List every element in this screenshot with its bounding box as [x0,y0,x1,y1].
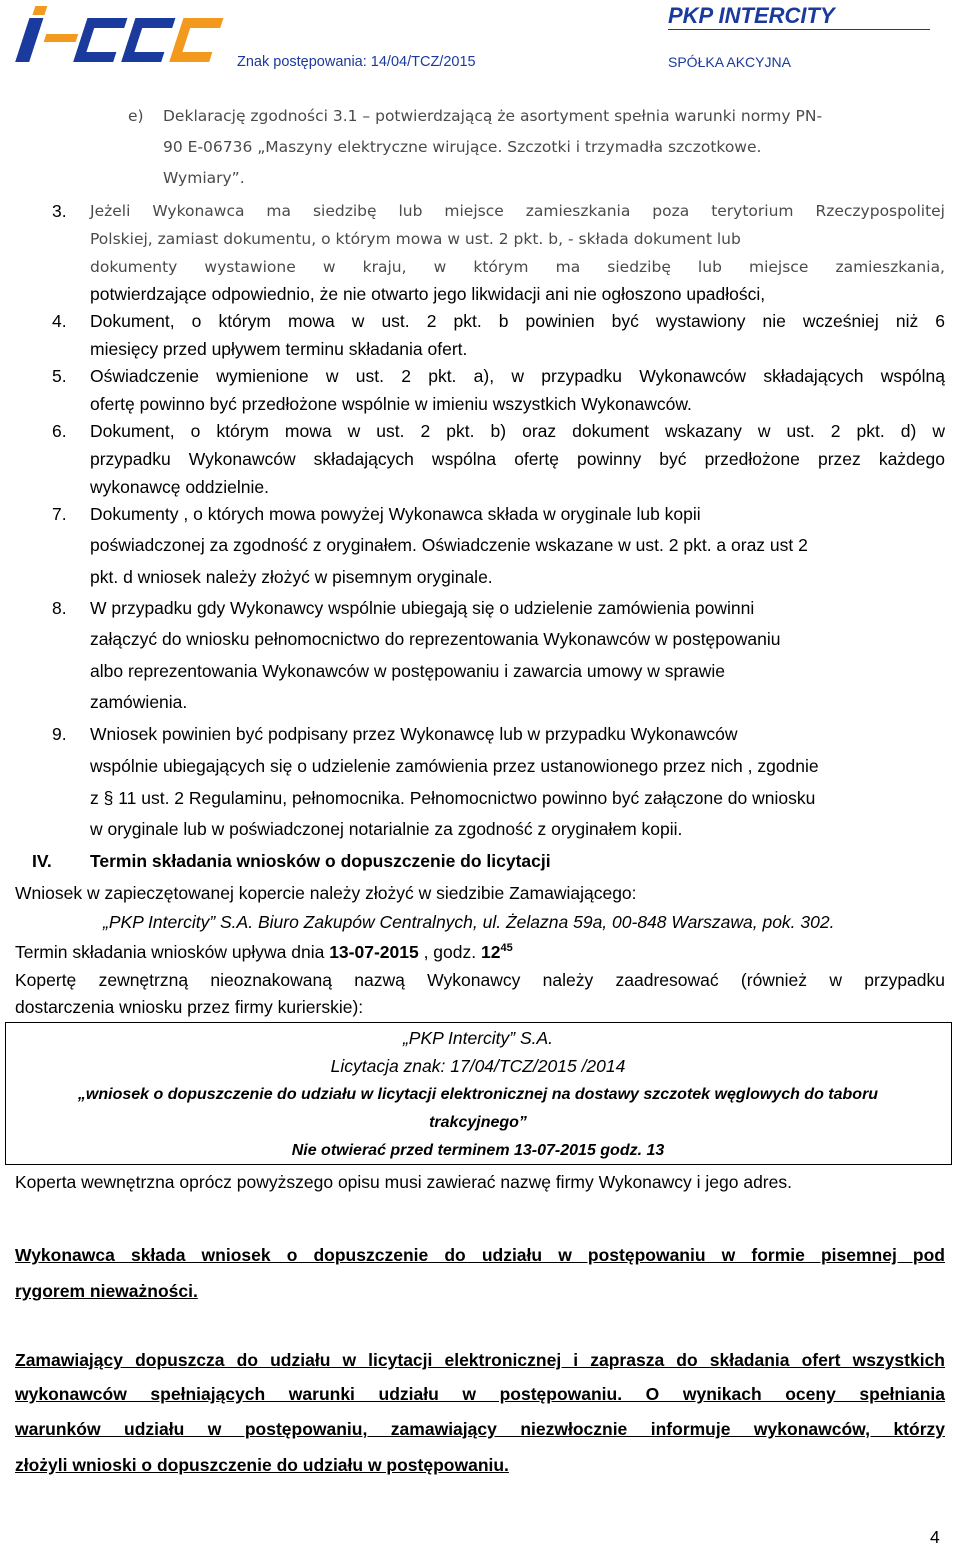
deadline-hour: 12 [480,942,501,962]
item-e-marker: e) [128,107,144,125]
deadline-prefix: Termin składania wniosków upływa dnia [15,942,330,962]
list-item-line: miesięcy przed upływem terminu składania ofert. [90,339,468,359]
notice-line: Zamawiający dopuszcza do udziału w licytacji elektronicznej i zaprasza do składania ofert wszystkich [15,1350,945,1370]
company-logo [12,4,232,71]
list-item-line: wspólnie ubiegających się o udzielenie zamówienia przez ustanowionego przez nich , zgodnie [90,756,819,776]
list-number: 4. [52,311,67,331]
section-number: IV. [32,851,52,871]
notice-line: złożyli wnioski o dopuszczenie do udziału w postępowaniu. [15,1455,509,1475]
envelope-do-not-open: Nie otwierać przed terminem 13-07-2015 godz. 13 [291,1142,665,1159]
list-number: 3. [52,201,67,221]
address: „PKP Intercity” S.A. Biuro Zakupów Centralnych, ul. Żelazna 59a, 00-848 Warszawa, pok. 302. [103,912,835,932]
item-e-line: Wymiary”. [163,169,245,187]
envelope-reference: Licytacja znak: 17/04/TCZ/2015 /2014 [330,1056,626,1076]
list-number: 6. [52,421,67,441]
list-item-line: wykonawcę oddzielnie. [90,477,269,497]
deadline-mid: , godz. [418,942,481,962]
list-item-line: dokumenty wystawione w kraju, w którym ma siedzibę lub miejsce zamieszkania, [90,258,945,276]
notice-line: wykonawców spełniających warunki udziału w postępowaniu. O wynikach oceny spełniania [15,1384,945,1404]
list-item-line: Dokument, o którym mowa w ust. 2 pkt. b) oraz dokument wskazany w ust. 2 pkt. d) w [90,421,945,441]
company-name: PKP INTERCITY [668,3,930,30]
notice-line: Wykonawca składa wniosek o dopuszczenie do udziału w postępowaniu w formie pisemnej pod [15,1245,945,1265]
list-number: 5. [52,366,67,386]
paragraph: Koperta wewnętrzna oprócz powyższego opisu musi zawierać nazwę firmy Wykonawcy i jego adres. [15,1172,792,1192]
list-item-line: zamówienia. [90,692,188,712]
list-item-line: albo reprezentowania Wykonawców w postępowaniu i zawarcia umowy w sprawie [90,661,725,681]
envelope-subject: „wniosek o dopuszczenie do udziału w licytacji elektronicznej na dostawy szczotek węglowych do taboru [77,1086,879,1103]
list-number: 9. [52,724,67,744]
deadline-minutes: 45 [500,942,513,955]
list-number: 8. [52,598,67,618]
paragraph: Wniosek w zapieczętowanej kopercie należy złożyć w siedzibie Zamawiającego: [15,883,637,903]
notice-line: warunków udziału w postępowaniu, zamawiający niezwłocznie informuje wykonawców, którzy [15,1419,945,1439]
envelope-label-box [5,1022,952,1165]
paragraph: dostarczenia wniosku przez firmy kurierskie): [15,997,364,1017]
list-item-line: załączyć do wniosku pełnomocnictwo do reprezentowania Wykonawców w postępowaniu [90,629,781,649]
procedure-reference: Znak postępowania: 14/04/TCZ/2015 [237,54,476,70]
list-item-line: Oświadczenie wymienione w ust. 2 pkt. a), w przypadku Wykonawców składających wspólną [90,366,945,386]
envelope-subject-cont: trakcyjnego” [429,1114,527,1131]
list-item-line: Dokument, o którym mowa w ust. 2 pkt. b powinien być wystawiony nie wcześniej niż 6 [90,311,945,331]
list-item-line: Polskiej, zamiast dokumentu, o którym mowa w ust. 2 pkt. b, - składa dokument lub [90,230,741,248]
item-e-line: 90 E-06736 „Maszyny elektryczne wirujące. Szczotki i trzymadła szczotkowe. [163,138,762,156]
paragraph: Kopertę zewnętrzną nieoznakowaną nazwą Wykonawcy należy zaadresować (również w przypadku [15,970,945,990]
page-number: 4 [930,1527,940,1547]
section-heading: Termin składania wniosków o dopuszczenie do licytacji [90,851,551,871]
list-item-line: ofertę powinno być przedłożone wspólnie w imieniu wszystkich Wykonawców. [90,394,692,414]
list-item-line: w oryginale lub w poświadczonej notarialnie za zgodność z oryginałem kopii. [90,819,683,839]
list-item-line: z § 11 ust. 2 Regulaminu, pełnomocnika. Pełnomocnictwo powinno być załączone do wniosku [90,788,816,808]
list-item-line: Wniosek powinien być podpisany przez Wykonawcę lub w przypadku Wykonawców [90,724,738,744]
company-form: SPÓŁKA AKCYJNA [668,54,791,70]
list-item-line: potwierdzające odpowiednio, że nie otwarto jego likwidacji ani nie ogłoszono upadłości, [90,284,766,304]
deadline-line [15,942,513,962]
notice-line: rygorem nieważności. [15,1281,198,1301]
list-item-line: Dokumenty , o których mowa powyżej Wykonawca składa w oryginale lub kopii [90,504,701,524]
deadline-date: 13-07-2015 [329,942,419,962]
envelope-company: „PKP Intercity” S.A. [402,1028,554,1048]
item-e-line: Deklarację zgodności 3.1 – potwierdzającą że asortyment spełnia warunki normy PN- [163,107,823,125]
list-item-line: poświadczonej za zgodność z oryginałem. Oświadczenie wskazane w ust. 2 pkt. a oraz ust 2 [90,535,808,555]
list-item-line: pkt. d wniosek należy złożyć w pisemnym oryginale. [90,567,493,587]
list-item-line: Jeżeli Wykonawca ma siedzibę lub miejsce zamieszkania poza terytorium Rzeczypospolitej [90,202,945,220]
list-item-line: przypadku Wykonawców składających wspólna ofertę powinny być przedłożone przez każdego [90,449,945,469]
list-item-line: W przypadku gdy Wykonawcy wspólnie ubiegają się o udzielenie zamówienia powinni [90,598,755,618]
list-number: 7. [52,504,67,524]
